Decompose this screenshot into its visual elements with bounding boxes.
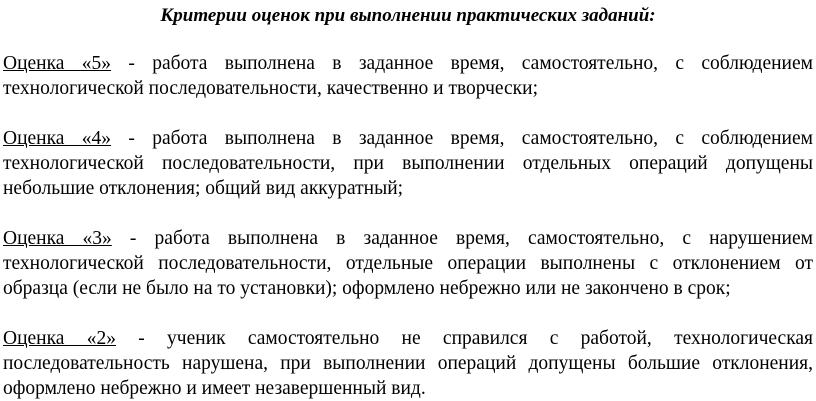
criterion-grade-3 (3, 226, 813, 301)
grade-label: Оценка «5» (3, 53, 112, 74)
grade-description: - работа выполнена в заданное время, самостоятельно, с нарушением технологической последовательности, отдельные операции выполнены с отклонением от образца (если не было на то установки); оформлено небрежно или не закончено в срок; (3, 228, 813, 299)
criteria-list (3, 51, 813, 401)
grade-description: - ученик самостоятельно не справился с работой, технологическая последовательность нарушена, при выполнении операций допущены большие отклонения, оформлено небрежно и имеет незавершенный вид. (3, 328, 813, 399)
criterion-grade-2 (3, 326, 813, 401)
grade-label: Оценка «2» (3, 328, 116, 349)
grade-description: - работа выполнена в заданное время, самостоятельно, с соблюдением технологической последовательности, при выполнении отдельных операций допущены небольшие отклонения; общий вид аккуратный; (3, 128, 813, 199)
grade-label: Оценка «3» (3, 228, 112, 249)
grade-label: Оценка «4» (3, 128, 112, 149)
criterion-grade-5 (3, 51, 813, 101)
grade-description: - работа выполнена в заданное время, самостоятельно, с соблюдением технологической последовательности, качественно и творчески; (3, 53, 813, 99)
document-title: Критерии оценок при выполнении практических заданий: (160, 5, 656, 26)
criterion-grade-4 (3, 126, 813, 201)
